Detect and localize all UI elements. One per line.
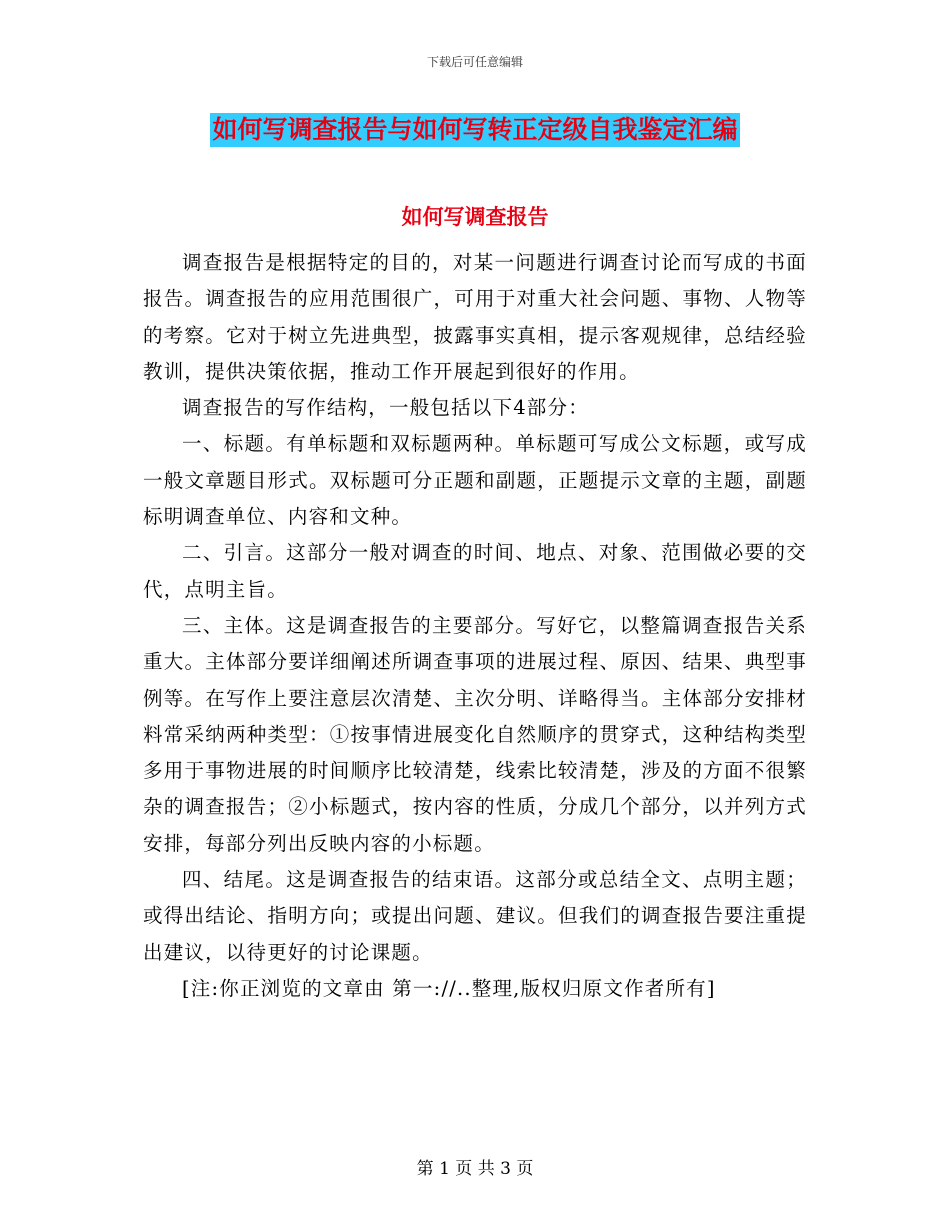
document-title-container [0, 113, 950, 147]
paragraph-main-section: 三、主体。这是调查报告的主要部分。写好它，以整篇调查报告关系重大。主体部分要详细阐述所调查事项的进展过程、原因、结果、典型事例等。在写作上要注意层次清楚、主次分明、详略得当。主体部分安排材料常采纳两种类型：①按事情进展变化自然顺序的贯穿式，这种结构类型多用于事物进展的时间顺序比较清楚，线索比较清楚，涉及的方面不很繁杂的调查报告；②小标题式，按内容的性质，分成几个部分，以并列方式安排，每部分列出反映内容的小标题。 [143, 613, 807, 855]
header-note: 下载后可任意编辑 [426, 55, 523, 69]
paragraph-ending-section: 四、结尾。这是调查报告的结束语。这部分或总结全文、点明主题；或得出结论、指明方向；或提出问题、建议。但我们的调查报告要注重提出建议，以待更好的讨论课题。 [143, 868, 807, 964]
document-title: 如何写调查报告与如何写转正定级自我鉴定汇编 [210, 113, 739, 147]
paragraph-note: [注:你正浏览的文章由 第一://..整理,版权归原文作者所有] [182, 976, 716, 1000]
page-number: 第 1 页 共 3 页 [416, 1159, 534, 1179]
paragraph-structure: 调查报告的写作结构，一般包括以下4部分： [182, 396, 589, 420]
document-body [143, 245, 807, 1007]
paragraph-title-section: 一、标题。有单标题和双标题两种。单标题可写成公文标题，或写成一般文章题目形式。双标题可分正题和副题，正题提示文章的主题，副题标明调查单位、内容和文种。 [143, 432, 807, 529]
section-title: 如何写调查报告 [401, 204, 549, 229]
paragraph-preface-section: 二、引言。这部分一般对调查的时间、地点、对象、范围做必要的交代，点明主旨。 [143, 541, 807, 601]
paragraph-intro: 调查报告是根据特定的目的，对某一问题进行调查讨论而写成的书面报告。调查报告的应用范围很广，可用于对重大社会问题、事物、人物等的考察。它对于树立先进典型，披露事实真相，提示客观规律，总结经验教训，提供决策依据，推动工作开展起到很好的作用。 [143, 251, 807, 383]
